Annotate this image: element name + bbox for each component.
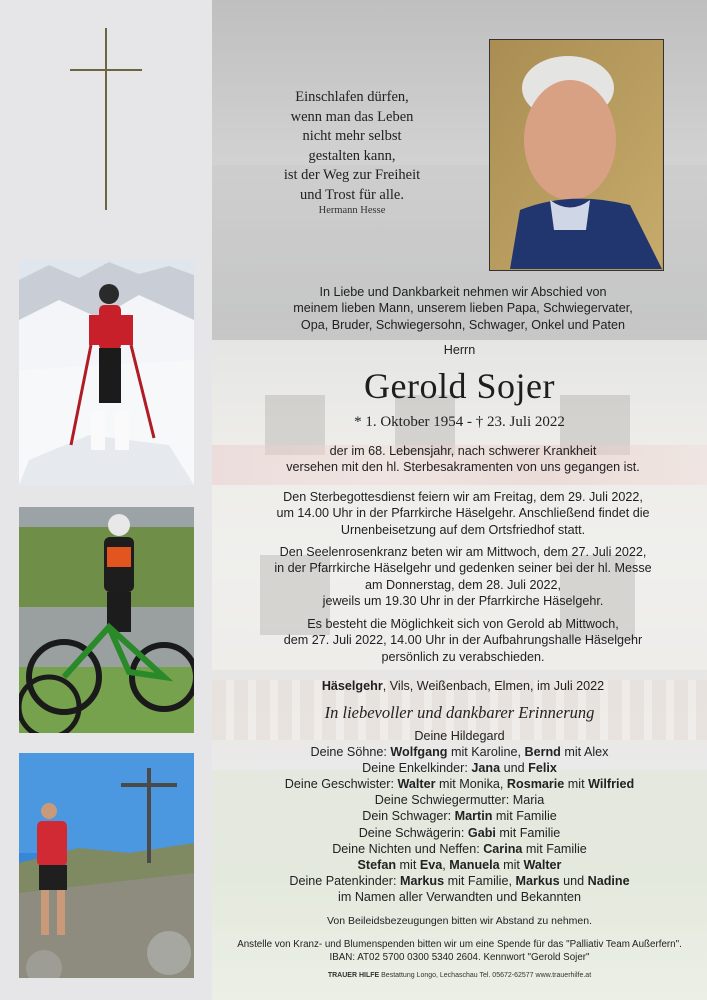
- paragraph-line: am Donnerstag, dem 28. Juli 2022,: [364, 577, 561, 592]
- poem-line: Einschlafen dürfen,: [295, 89, 409, 105]
- place-date: [218, 678, 707, 694]
- family-line: Stefan mit Eva, Manuela mit Walter: [357, 857, 562, 872]
- family-line: Deine Schwägerin: Gabi mit Familie: [358, 825, 561, 840]
- poem-line: ist der Weg zur Freiheit: [283, 167, 421, 184]
- remembrance-line: In liebevoller und dankbarer Erinnerung: [324, 703, 595, 722]
- donation-iban: IBAN: AT02 5700 0300 5340 2604. Kennwort "Gerold Sojer": [329, 952, 590, 963]
- family-line: Dein Schwager: Martin mit Familie: [362, 809, 557, 824]
- poem-line: wenn man das Leben: [290, 108, 414, 125]
- paragraph-line: Es besteht die Möglichkeit sich von Gerold ab Mittwoch,: [307, 617, 619, 631]
- intro-text: [218, 284, 707, 333]
- paragraph-line: jeweils um 19.30 Uhr in der Pfarrkirche Häselgehr.: [322, 593, 604, 608]
- portrait-photo: [489, 39, 664, 271]
- intro-line: meinem lieben Mann, unserem lieben Papa, Schwiegervater,: [293, 301, 633, 316]
- place-rest: , Vils, Weißenbach, Elmen, im Juli 2022: [382, 679, 605, 693]
- family-line: Deine Nichten und Neffen: Carina mit Familie: [332, 841, 587, 856]
- footer-brand: TRAUER HILFE: [327, 972, 380, 979]
- cross-icon-bar: [70, 69, 142, 71]
- paragraph-line: versehen mit den hl. Sterbesakramenten von uns gegangen ist.: [286, 460, 640, 475]
- family-list: [212, 728, 707, 905]
- paragraph-line: in der Pfarrkirche Häselgehr und gedenken seiner bei der hl. Messe: [274, 561, 652, 576]
- paragraph-funeral: [218, 489, 707, 538]
- photo-skiing: [19, 260, 194, 485]
- donation-note: Anstelle von Kranz- und Blumenspenden bitten wir um eine Spende für das "Palliativ Team Außerfern".: [237, 939, 682, 950]
- family-line: im Namen aller Verwandten und Bekannten: [338, 889, 581, 904]
- photo-cycling: [19, 507, 194, 733]
- footer-text: Bestattung Longo, Lechaschau Tel. 05672-62577 www.trauerhilfe.at: [379, 972, 592, 979]
- paragraph-farewell: [218, 616, 707, 665]
- paragraph-line: Den Sterbegottesdienst feiern wir am Freitag, dem 29. Juli 2022,: [283, 490, 643, 504]
- family-line: Deine Patenkinder: Markus mit Familie, Markus und Nadine: [289, 873, 630, 888]
- paragraph-line: um 14.00 Uhr in der Pfarrkirche Häselgehr. Anschließend findet die: [276, 506, 650, 521]
- paragraph-line: der im 68. Lebensjahr, nach schwerer Krankheit: [329, 444, 597, 458]
- poem-line: gestalten kann,: [308, 147, 396, 164]
- paragraph-line: Urnenbeisetzung auf dem Ortsfriedhof statt.: [340, 522, 586, 537]
- deceased-dates: * 1. Oktober 1954 - † 23. Juli 2022: [354, 414, 565, 430]
- intro-line: In Liebe und Dankbarkeit nehmen wir Abschied von: [319, 285, 607, 299]
- poem-author: Hermann Hesse: [318, 205, 386, 216]
- deceased-name: Gerold Sojer: [364, 366, 555, 406]
- paragraph-line: Den Seelenrosenkranz beten wir am Mittwoch, dem 27. Juli 2022,: [279, 545, 647, 559]
- photo-summit: [19, 753, 194, 978]
- place-town: Häselgehr: [321, 679, 383, 693]
- paragraph-death: [218, 443, 707, 476]
- paragraph-line: persönlich zu verabschieden.: [381, 649, 545, 664]
- cross-icon: [105, 28, 107, 210]
- paragraph-line: dem 27. Juli 2022, 14.00 Uhr in der Aufbahrungshalle Häselgehr: [283, 633, 643, 648]
- family-line: Deine Hildegard: [414, 729, 505, 743]
- poem-line: und Trost für alle.: [300, 186, 404, 203]
- family-line: Deine Söhne: Wolfgang mit Karoline, Bernd mit Alex: [310, 745, 609, 760]
- poem: [232, 88, 472, 206]
- family-line: Deine Enkelkinder: Jana und Felix: [362, 761, 557, 776]
- intro-line: Opa, Bruder, Schwiegersohn, Schwager, Onkel und Paten: [300, 317, 626, 332]
- family-line: Deine Schwiegermutter: Maria: [374, 793, 545, 808]
- footer: [212, 972, 707, 979]
- family-line: Deine Geschwister: Walter mit Monika, Rosmarie mit Wilfried: [284, 777, 635, 792]
- salutation: Herrn: [443, 343, 476, 357]
- poem-line: nicht mehr selbst: [302, 128, 402, 145]
- paragraph-rosary: [218, 544, 707, 609]
- condolence-note: Von Beileidsbezeugungen bitten wir Abstand zu nehmen.: [326, 915, 593, 927]
